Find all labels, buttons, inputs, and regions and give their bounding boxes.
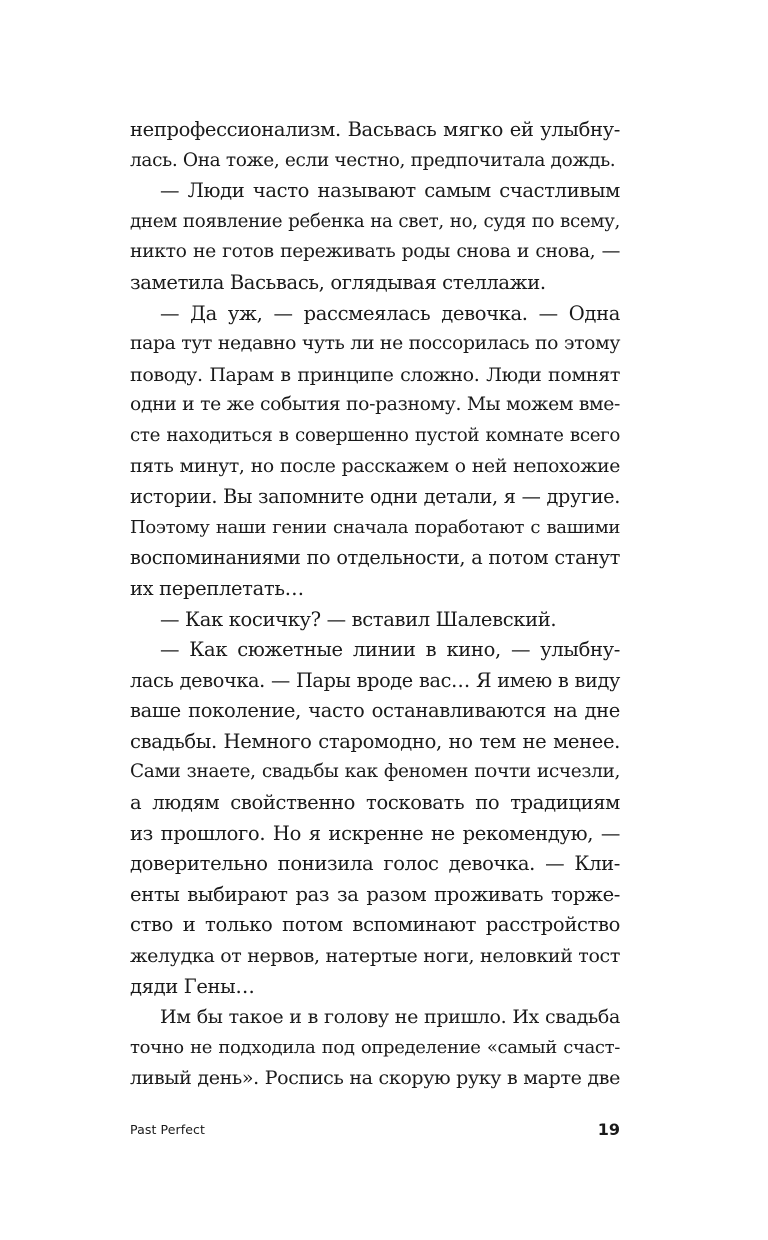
text-line: непрофессионализм. Васьвась мягко ей улыбну- — [130, 118, 620, 141]
text-line: енты выбирают раз за разом проживать торже- — [130, 882, 620, 906]
text-line: Поэтому наши гении сначала поработают с вашими — [130, 516, 620, 538]
text-line: истории. Вы запомните одни детали, я — другие. — [130, 485, 620, 509]
text-line: никто не готов переживать роды снова и снова, — — [130, 241, 620, 263]
text-line: — Да уж, — рассмеялась девочка. — Одна — [160, 301, 620, 325]
text-line: пять минут, но после расскажем о ней непохожие — [130, 455, 620, 477]
text-line: пара тут недавно чуть ли не поссорилась по этому — [130, 333, 620, 355]
text-line: ливый день». Роспись на скорую руку в марте две — [130, 1067, 620, 1090]
page-number: 19 — [597, 1120, 620, 1139]
text-line: — Люди часто называют самым счастливым — [160, 179, 620, 203]
text-line: их переплетать… — [130, 576, 304, 600]
text-line: а людям свойственно тосковать по традициям — [130, 791, 620, 815]
text-line: одни и те же события по-разному. Мы можем вме- — [130, 394, 620, 416]
text-line: точно не подходила под определение «самый счаст- — [130, 1036, 620, 1058]
text-line: Им бы такое и в голову не пришло. Их свадьба — [160, 1006, 620, 1029]
text-line: — Как сюжетные линии в кино, — улыбну- — [160, 638, 620, 662]
text-line: сте находиться в совершенно пустой комнате всего — [130, 424, 620, 446]
text-line: ваше поколение, часто останавливаются на дне — [130, 699, 620, 723]
text-line: доверительно понизила голос девочка. — Кли- — [130, 852, 620, 876]
page-footer — [130, 1120, 620, 1144]
text-line: заметила Васьвась, оглядывая стеллажи. — [130, 270, 546, 294]
text-line: лась. Она тоже, если честно, предпочитала дождь. — [130, 149, 616, 171]
page-body — [130, 115, 620, 1094]
text-line: из прошлого. Но я искренне не рекомендую, — — [130, 821, 620, 845]
text-line: поводу. Парам в принципе сложно. Люди помнят — [130, 363, 620, 386]
text-line: ство и только потом вспоминают расстройство — [130, 913, 620, 937]
text-line: Сами знаете, свадьбы как феномен почти исчезли, — [130, 761, 620, 783]
text-line: лась девочка. — Пары вроде вас… Я имею в виду — [130, 668, 620, 692]
text-line: воспоминаниями по отдельности, а потом станут — [130, 546, 620, 570]
running-footer-title: Past Perfect — [130, 1122, 206, 1137]
text-line: — Как косичку? — вставил Шалевский. — [160, 607, 557, 631]
text-line: дяди Гены… — [130, 974, 255, 998]
text-line: желудка от нервов, натертые ноги, неловкий тост — [130, 945, 620, 968]
text-line: днем появление ребенка на свет, но, судя по всему, — [130, 210, 620, 232]
text-line: свадьбы. Немного старомодно, но тем не менее. — [130, 729, 620, 753]
